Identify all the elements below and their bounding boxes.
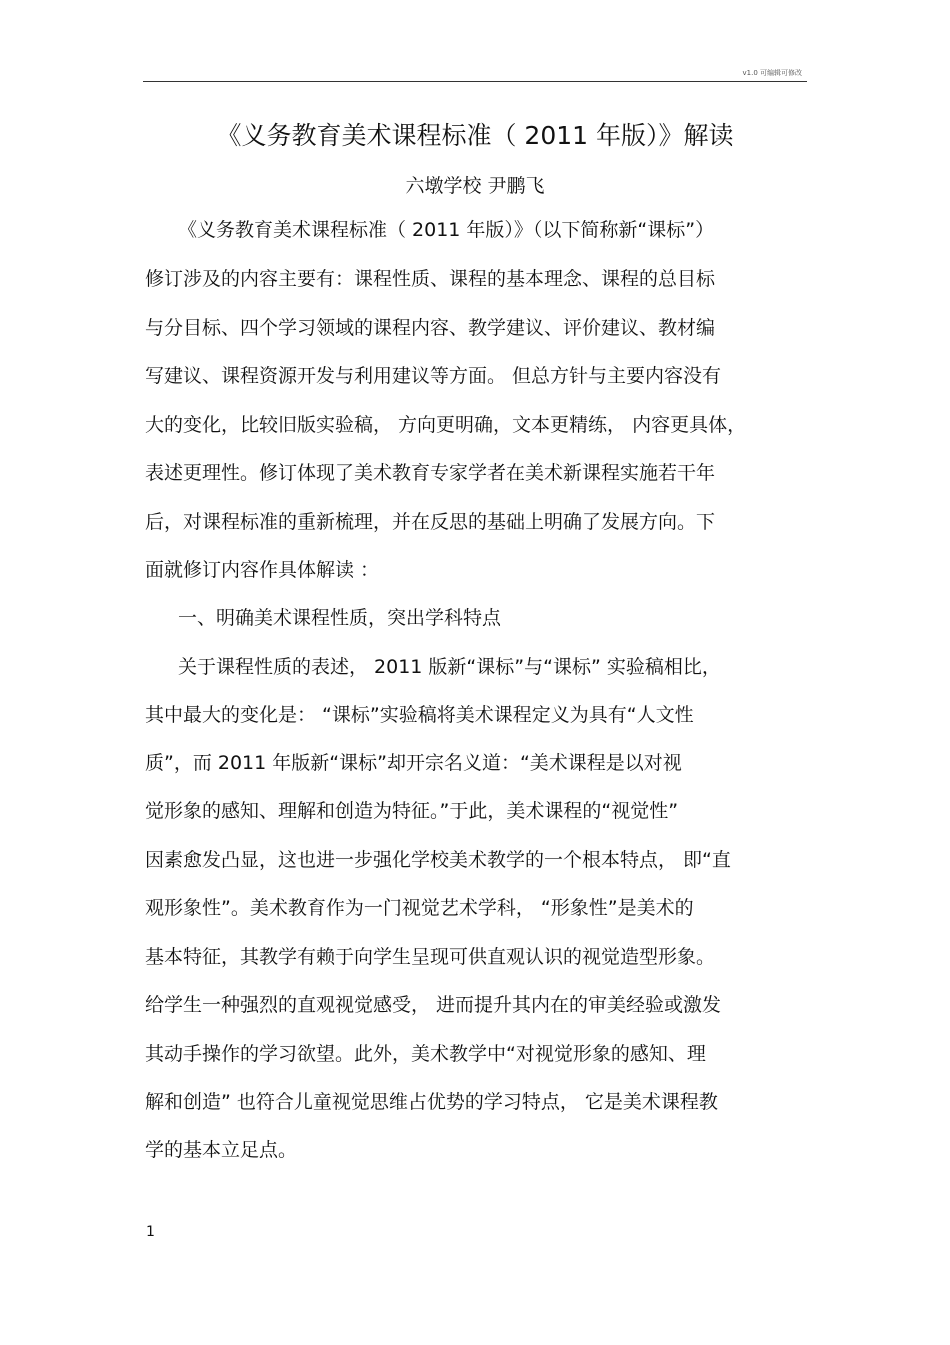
paragraph-line: 后，对课程标准的重新梳理，并在反思的基础上明确了发展方向。下 [145, 511, 716, 533]
section-heading: 一、明确美术课程性质，突出学科特点 [178, 607, 502, 629]
paragraph-line: 表述更理性。修订体现了美术教育专家学者在美术新课程实施若干年 [145, 462, 716, 484]
paragraph-line: 其中最大的变化是： “课标”实验稿将美术课程定义为具有“人文性 [145, 704, 694, 726]
paragraph-line: 《义务教育美术课程标准（ 2011 年版）》（以下简称新“课标”） [178, 219, 715, 241]
paragraph-line: 修订涉及的内容主要有：课程性质、课程的基本理念、课程的总目标 [145, 268, 716, 290]
document-title: 《义务教育美术课程标准（ 2011 年版）》解读 [216, 121, 734, 150]
paragraph-line: 关于课程性质的表述， 2011 版新“课标”与“课标” 实验稿相比， [178, 656, 721, 678]
page-number: 1 [146, 1224, 155, 1240]
paragraph-line: 面就修订内容作具体解读 ： [145, 559, 380, 581]
paragraph-line: 与分目标、四个学习领域的课程内容、教学建议、评价建议、教材编 [145, 317, 716, 339]
author-byline: 六墩学校 尹鹏飞 [405, 175, 545, 197]
header-divider [143, 81, 807, 82]
paragraph-line: 写建议、课程资源开发与利用建议等方面。 但总方针与主要内容没有 [145, 365, 722, 387]
paragraph-line: 质”，而 2011 年版新“课标”却开宗名义道：“美术课程是以对视 [145, 752, 682, 774]
paragraph-line: 基本特征，其教学有赖于向学生呈现可供直观认识的视觉造型形象。 [145, 946, 716, 968]
paragraph-line: 学的基本立足点。 [145, 1139, 298, 1161]
paragraph-line: 观形象性”。美术教育作为一门视觉艺术学科， “形象性”是美术的 [145, 897, 694, 919]
header-version-note: v1.0 可编辑可修改 [742, 69, 802, 77]
paragraph-line: 其动手操作的学习欲望。此外，美术教学中“对视觉形象的感知、理 [145, 1043, 706, 1065]
paragraph-line: 大的变化，比较旧版实验稿， 方向更明确，文本更精练， 内容更具体， [145, 414, 747, 436]
paragraph-line: 因素愈发凸显，这也进一步强化学校美术教学的一个根本特点， 即“直 [145, 849, 731, 871]
paragraph-line: 觉形象的感知、理解和创造为特征。”于此，美术课程的“视觉性” [145, 800, 679, 822]
paragraph-line: 解和创造” 也符合儿童视觉思维占优势的学习特点， 它是美术课程教 [145, 1091, 718, 1113]
paragraph-line: 给学生一种强烈的直观视觉感受， 进而提升其内在的审美经验或激发 [145, 994, 722, 1016]
